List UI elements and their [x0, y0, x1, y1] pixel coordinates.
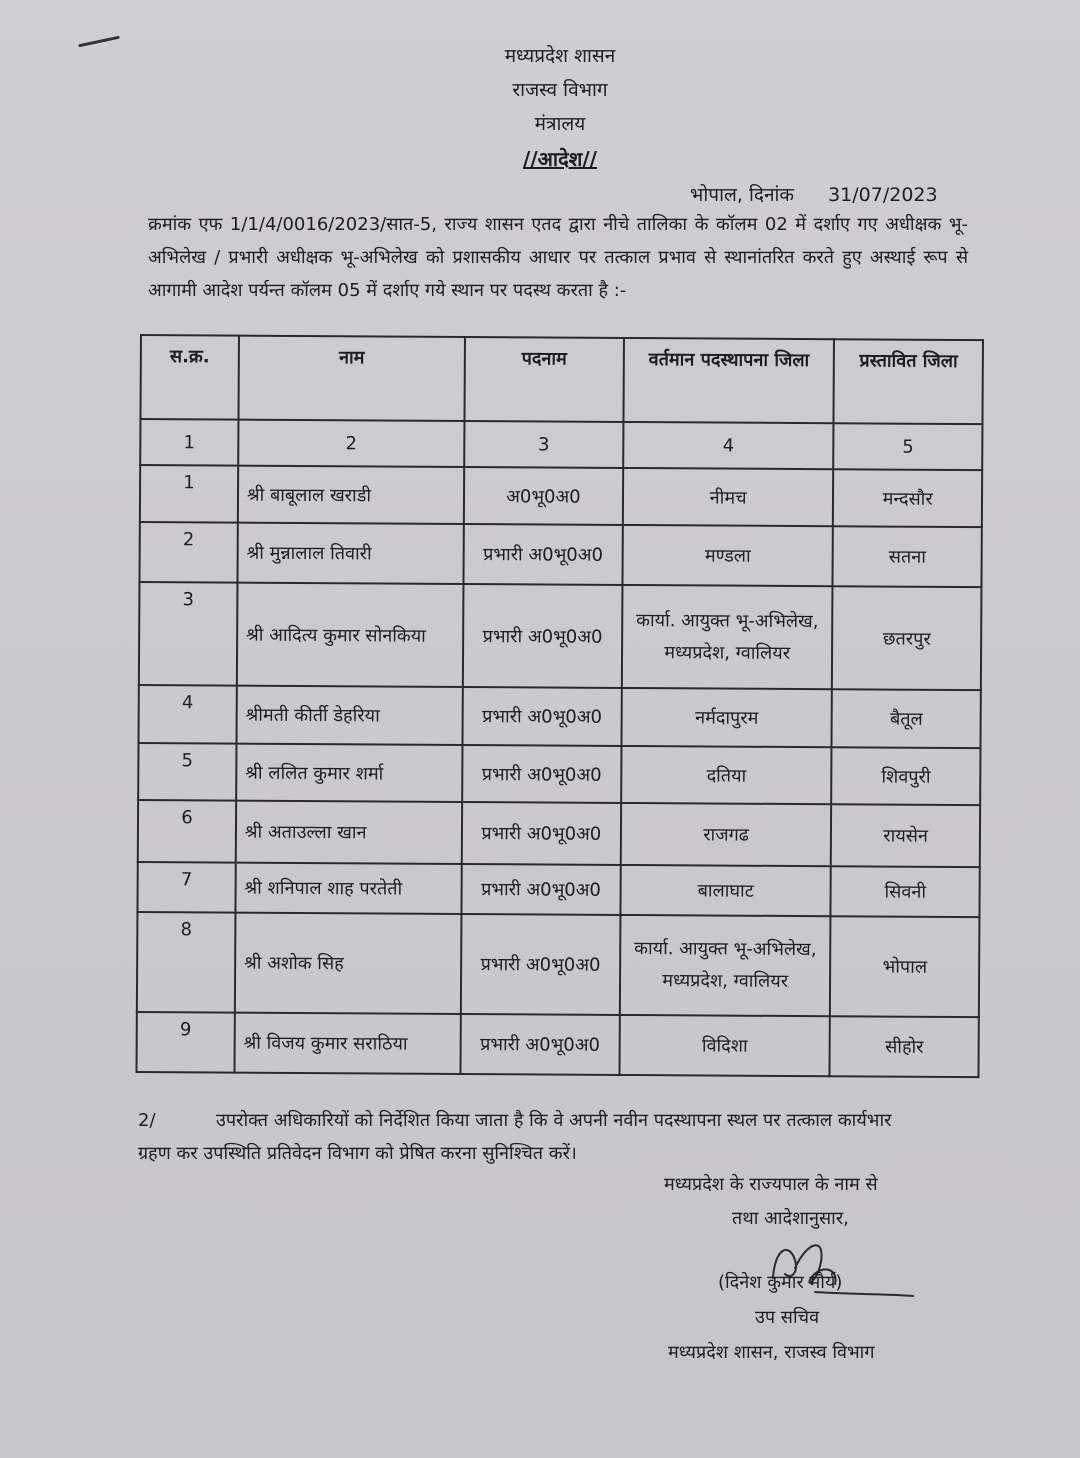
- row-sno: 7: [137, 862, 235, 913]
- row-designation: प्रभारी अ0भू0अ0: [461, 914, 620, 1015]
- column-number: 3: [464, 421, 623, 468]
- row-name: श्रीमती कीर्ती डेहरिया: [236, 686, 462, 745]
- row-proposed-district: मन्दसौर: [833, 469, 982, 527]
- place-date: [690, 181, 938, 207]
- row-current-district: कार्या. आयुक्त भू-अभिलेख, मध्यप्रदेश, ग्वालियर: [622, 585, 833, 689]
- row-current-district: नीमच: [623, 468, 834, 526]
- row-proposed-district: छतरपुर: [832, 586, 981, 690]
- column-number: 1: [140, 419, 238, 466]
- row-name: श्री अशोक सिह: [235, 913, 462, 1014]
- row-current-district: मण्डला: [622, 525, 833, 586]
- row-current-district: विदिशा: [619, 1015, 830, 1076]
- signatory-name: (दिनेश कुमार मौर्य): [718, 1272, 843, 1293]
- header-current-district: वर्तमान पदस्थापना जिला: [623, 338, 834, 423]
- header-name: नाम: [238, 336, 465, 421]
- table-header-row: [140, 335, 982, 424]
- header-designation: पदनाम: [464, 337, 623, 422]
- row-sno: 3: [139, 582, 237, 686]
- row-designation: प्रभारी अ0भू0अ0: [460, 1014, 619, 1075]
- order-intro: क्रमांक एफ 1/1/4/0016/2023/सात-5, राज्य शासन एतद द्वारा नीचे तालिका के कॉलम 02 में दर्शाए गए अधीक्षक भू-अभिलेख / प्रभारी अधीक्षक भू-अभिलेख को प्रशासकीय आधार पर तत्काल प्रभाव से स्थानांतरित करते हुए अस्थाई रूप से आगामी आदेश पर्यन्त कॉलम 05 में दर्शाए गये स्थान पर पदस्थ करता है :-: [148, 214, 969, 301]
- table-row: [138, 800, 980, 867]
- table-row: [137, 862, 979, 917]
- row-sno: 9: [136, 1012, 234, 1073]
- row-designation: प्रभारी अ0भू0अ0: [462, 745, 621, 803]
- row-name: श्री मुन्नालाल तिवारी: [237, 523, 464, 584]
- row-proposed-district: सतना: [833, 526, 982, 587]
- row-proposed-district: बैतूल: [832, 689, 981, 748]
- table-row: [136, 1012, 978, 1077]
- row-current-district: दतिया: [621, 746, 832, 804]
- order-date: 31/07/2023: [828, 184, 938, 206]
- row-name: श्री बाबूलाल खराडी: [238, 466, 464, 524]
- header-proposed-district: प्रस्तावित जिला: [834, 339, 983, 424]
- transfer-table: [135, 334, 983, 1078]
- row-designation: प्रभारी अ0भू0अ0: [463, 524, 622, 585]
- table-row: [139, 582, 982, 690]
- column-number-row: [140, 419, 982, 470]
- row-designation: प्रभारी अ0भू0अ0: [463, 584, 622, 688]
- header-ministry: मंत्रालय: [534, 113, 586, 135]
- row-designation: प्रभारी अ0भू0अ0: [462, 687, 621, 746]
- table-row: [138, 743, 980, 805]
- row-sno: 5: [138, 743, 236, 801]
- row-designation: प्रभारी अ0भू0अ0: [462, 802, 621, 865]
- row-sno: 6: [138, 800, 236, 863]
- row-sno: 1: [140, 465, 238, 523]
- row-current-district: नर्मदापुरम: [621, 688, 832, 747]
- paragraph-number: 2/: [138, 1110, 156, 1131]
- column-number: 2: [238, 420, 464, 467]
- row-current-district: राजगढ: [621, 803, 832, 866]
- table-row: [139, 522, 981, 587]
- row-proposed-district: शिवपुरी: [832, 747, 981, 805]
- row-sno: 2: [139, 522, 237, 583]
- signatory-department: मध्यप्रदेश शासन, राजस्व विभाग: [668, 1342, 875, 1363]
- authority-line: मध्यप्रदेश के राज्यपाल के नाम से: [664, 1174, 878, 1195]
- row-proposed-district: रायसेन: [831, 804, 980, 867]
- instruction-paragraph: [138, 1104, 908, 1170]
- header-sno: स.क्र.: [140, 335, 238, 420]
- document-title: //आदेश//: [523, 147, 597, 171]
- header-department: राजस्व विभाग: [512, 79, 608, 101]
- paragraph-text: उपरोक्त अधिकारियों को निर्देशित किया जाता है कि वे अपनी नवीन पदस्थापना स्थल पर तत्काल कार्यभार ग्रहण कर उपस्थिति प्रतिवेदन विभाग को प्रेषित करना सुनिश्चित करें।: [138, 1110, 892, 1164]
- order-line: तथा आदेशानुसार,: [732, 1208, 849, 1229]
- row-proposed-district: सीहोर: [830, 1016, 979, 1077]
- place-label: भोपाल, दिनांक: [690, 184, 795, 206]
- row-name: श्री विजय कुमार सराठिया: [234, 1013, 461, 1074]
- row-name: श्री अताउल्ला खान: [236, 801, 463, 864]
- table-row: [139, 685, 981, 748]
- row-proposed-district: सिवनी: [831, 866, 980, 917]
- row-designation: अ0भू0अ0: [464, 467, 623, 525]
- column-number: 5: [834, 423, 983, 470]
- row-designation: प्रभारी अ0भू0अ0: [461, 864, 620, 915]
- row-name: श्री शनिपाल शाह परतेती: [235, 863, 461, 914]
- row-current-district: कार्या. आयुक्त भू-अभिलेख, मध्यप्रदेश, ग्वालियर: [620, 915, 831, 1016]
- table-row: [137, 912, 980, 1017]
- row-proposed-district: भोपाल: [830, 916, 979, 1017]
- column-number: 4: [623, 422, 834, 469]
- row-sno: 8: [137, 912, 235, 1013]
- row-name: श्री ललित कुमार शर्मा: [236, 744, 462, 802]
- row-current-district: बालाघाट: [620, 865, 831, 916]
- header-government: मध्यप्रदेश शासन: [504, 45, 616, 67]
- table-row: [140, 465, 982, 527]
- row-name: श्री आदित्य कुमार सोनकिया: [237, 583, 464, 687]
- row-sno: 4: [139, 685, 237, 744]
- signatory-designation: उप सचिव: [755, 1307, 820, 1328]
